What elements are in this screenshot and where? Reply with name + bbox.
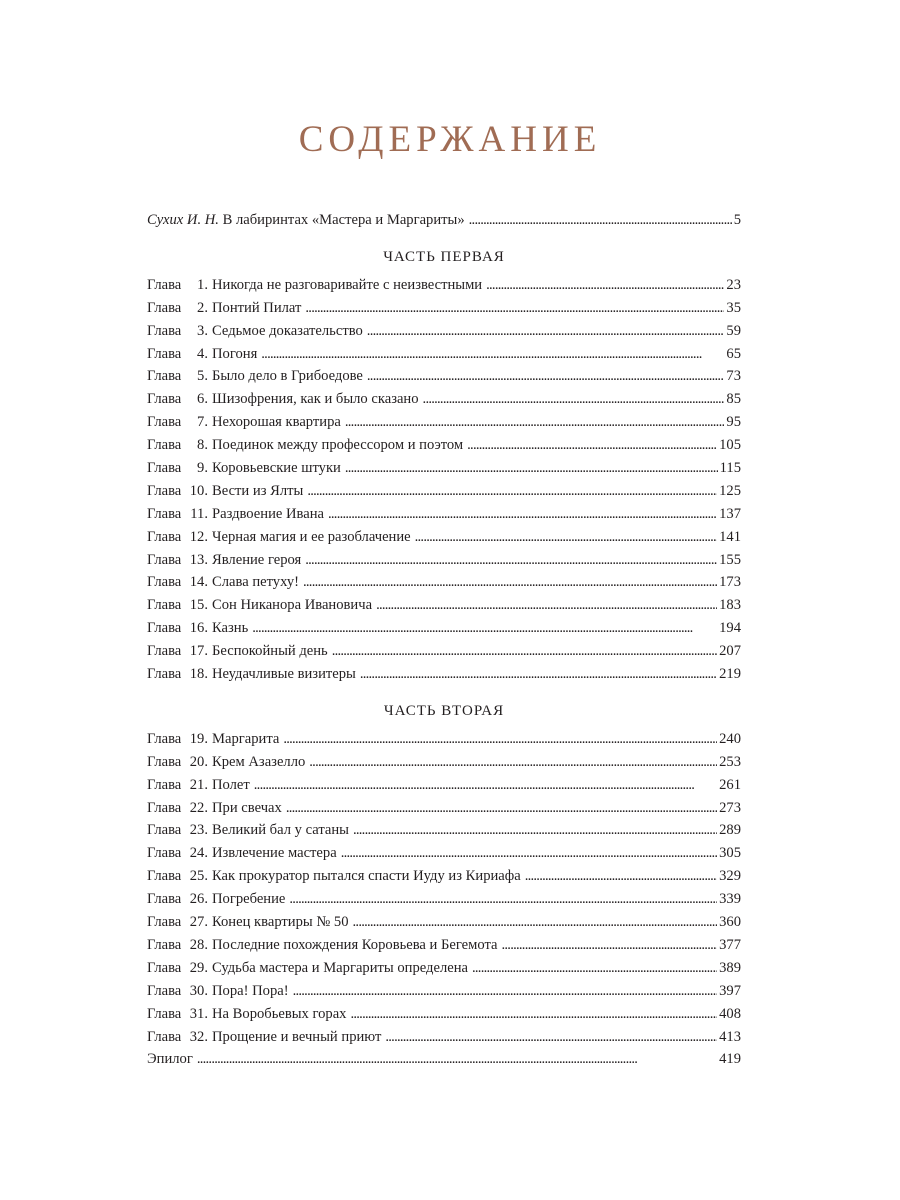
chapter-page: 261 bbox=[719, 776, 741, 793]
chapter-title: Седьмое доказательство bbox=[212, 322, 363, 339]
chapter-number: 4. bbox=[197, 345, 208, 362]
chapter-page: 125 bbox=[719, 482, 741, 499]
chapter-title: Понтий Пилат bbox=[212, 299, 302, 316]
toc-chapter-entry[interactable] bbox=[147, 819, 741, 842]
dot-leader bbox=[467, 434, 717, 457]
dot-leader bbox=[283, 728, 717, 751]
chapter-page: 183 bbox=[719, 597, 741, 614]
toc-chapter-entry[interactable] bbox=[147, 320, 741, 343]
chapter-title: Шизофрения, как и было сказано bbox=[212, 391, 419, 408]
dot-leader bbox=[472, 957, 717, 980]
chapter-title: Казнь bbox=[212, 620, 249, 637]
chapter-title: Беспокойный день bbox=[212, 643, 328, 660]
chapter-number: 23. bbox=[189, 822, 208, 839]
dot-leader bbox=[286, 797, 717, 820]
dot-leader bbox=[293, 980, 718, 1003]
toc-chapter-entry[interactable] bbox=[147, 728, 741, 751]
chapter-page: 73 bbox=[726, 368, 741, 385]
chapter-label: Глава bbox=[147, 505, 182, 522]
chapter-page: 141 bbox=[719, 528, 741, 545]
chapter-title: Как прокуратор пытался спасти Иуду из Кириафа bbox=[212, 868, 521, 885]
dot-leader bbox=[305, 549, 717, 572]
chapter-label: Глава bbox=[147, 799, 182, 816]
chapter-number: 24. bbox=[189, 845, 208, 862]
chapter-page: 360 bbox=[719, 914, 741, 931]
toc-chapter-entry[interactable] bbox=[147, 774, 741, 797]
chapter-label: Глава bbox=[147, 643, 182, 660]
chapter-label: Глава bbox=[147, 460, 182, 477]
chapter-label: Глава bbox=[147, 414, 182, 431]
part-one-heading: ЧАСТЬ ПЕРВАЯ bbox=[383, 248, 505, 265]
chapter-number: 20. bbox=[189, 753, 208, 770]
dot-leader bbox=[252, 617, 717, 640]
dot-leader bbox=[525, 865, 717, 888]
chapter-page: 389 bbox=[719, 959, 741, 976]
chapter-label: Глава bbox=[147, 936, 182, 953]
chapter-number: 5. bbox=[197, 368, 208, 385]
chapter-label: Глава bbox=[147, 914, 182, 931]
chapter-label: Глава bbox=[147, 345, 182, 362]
toc-chapter-entry[interactable] bbox=[147, 1026, 741, 1049]
dot-leader bbox=[197, 1048, 717, 1071]
chapter-number: 7. bbox=[197, 414, 208, 431]
chapter-label: Глава bbox=[147, 845, 182, 862]
dot-leader bbox=[307, 480, 717, 503]
part-two-chapter-list bbox=[147, 728, 741, 1048]
chapter-number: 22. bbox=[189, 799, 208, 816]
chapter-page: 155 bbox=[719, 551, 741, 568]
chapter-label: Глава bbox=[147, 753, 182, 770]
chapter-page: 240 bbox=[719, 730, 741, 747]
chapter-page: 408 bbox=[719, 1005, 741, 1022]
dot-leader bbox=[261, 343, 724, 366]
chapter-number: 8. bbox=[197, 437, 208, 454]
chapter-title: Коровьевские штуки bbox=[212, 460, 341, 477]
chapter-page: 115 bbox=[719, 460, 741, 477]
chapter-page: 329 bbox=[719, 868, 741, 885]
chapter-label: Глава bbox=[147, 574, 182, 591]
toc-chapter-entry[interactable] bbox=[147, 526, 741, 549]
dot-leader bbox=[309, 751, 717, 774]
chapter-title: Неудачливые визитеры bbox=[212, 666, 356, 683]
toc-chapter-entry[interactable] bbox=[147, 1003, 741, 1026]
dot-leader bbox=[345, 457, 718, 480]
chapter-title: Извлечение мастера bbox=[212, 845, 337, 862]
chapter-number: 32. bbox=[189, 1028, 208, 1045]
chapter-page: 105 bbox=[719, 437, 741, 454]
chapter-title: Раздвоение Ивана bbox=[212, 505, 325, 522]
chapter-number: 29. bbox=[189, 959, 208, 976]
toc-chapter-entry[interactable] bbox=[147, 640, 741, 663]
dot-leader bbox=[345, 411, 725, 434]
chapter-label: Глава bbox=[147, 891, 182, 908]
chapter-number: 18. bbox=[189, 666, 208, 683]
chapter-number: 11. bbox=[190, 505, 208, 522]
dot-leader bbox=[289, 888, 717, 911]
dot-leader bbox=[353, 819, 717, 842]
dot-leader bbox=[303, 571, 717, 594]
chapter-number: 14. bbox=[189, 574, 208, 591]
chapter-page: 194 bbox=[719, 620, 741, 637]
chapter-page: 273 bbox=[719, 799, 741, 816]
chapter-title: Пора! Пора! bbox=[212, 982, 289, 999]
chapter-number: 26. bbox=[189, 891, 208, 908]
chapter-number: 10. bbox=[189, 482, 208, 499]
intro-title: В лабиринтах «Мастера и Маргариты» bbox=[222, 212, 465, 228]
chapter-number: 17. bbox=[189, 643, 208, 660]
chapter-page: 137 bbox=[719, 505, 741, 522]
dot-leader bbox=[367, 365, 725, 388]
toc-entry-epilogue[interactable] bbox=[147, 1048, 741, 1071]
dot-leader bbox=[254, 774, 717, 797]
chapter-number: 25. bbox=[189, 868, 208, 885]
chapter-number: 28. bbox=[189, 936, 208, 953]
chapter-label: Глава bbox=[147, 322, 182, 339]
dot-leader bbox=[502, 934, 718, 957]
chapter-title: Сон Никанора Ивановича bbox=[212, 597, 373, 614]
chapter-page: 253 bbox=[719, 753, 741, 770]
chapter-title: При свечах bbox=[212, 799, 282, 816]
chapter-title: Крем Азазелло bbox=[212, 753, 306, 770]
toc-chapter-entry[interactable] bbox=[147, 503, 741, 526]
chapter-label: Глава bbox=[147, 299, 182, 316]
chapter-title: Последние похождения Коровьева и Бегемота bbox=[212, 936, 498, 953]
part-one-chapter-list bbox=[147, 274, 741, 686]
chapter-label: Глава bbox=[147, 482, 182, 499]
chapter-page: 305 bbox=[719, 845, 741, 862]
chapter-label: Глава bbox=[147, 620, 182, 637]
toc-chapter-entry[interactable] bbox=[147, 865, 741, 888]
chapter-page: 289 bbox=[719, 822, 741, 839]
chapter-page: 65 bbox=[726, 345, 741, 362]
chapter-page: 413 bbox=[719, 1028, 741, 1045]
dot-leader bbox=[341, 842, 717, 865]
table-of-contents bbox=[147, 209, 741, 1071]
chapter-label: Глава bbox=[147, 276, 182, 293]
toc-chapter-entry[interactable] bbox=[147, 571, 741, 594]
chapter-number: 1. bbox=[197, 276, 208, 293]
dot-leader bbox=[332, 640, 717, 663]
chapter-title: Поединок между профессором и поэтом bbox=[212, 437, 464, 454]
chapter-label: Глава bbox=[147, 551, 182, 568]
chapter-page: 173 bbox=[719, 574, 741, 591]
chapter-number: 3. bbox=[197, 322, 208, 339]
chapter-title: Маргарита bbox=[212, 730, 280, 747]
toc-chapter-entry[interactable] bbox=[147, 480, 741, 503]
toc-chapter-entry[interactable] bbox=[147, 663, 741, 686]
part-two-heading: ЧАСТЬ ВТОРАЯ bbox=[383, 702, 505, 719]
chapter-title: Погоня bbox=[212, 345, 258, 362]
intro-author: Сухих И. Н. bbox=[147, 212, 219, 228]
dot-leader bbox=[376, 594, 717, 617]
chapter-label: Глава bbox=[147, 959, 182, 976]
chapter-page: 339 bbox=[719, 891, 741, 908]
toc-chapter-entry[interactable] bbox=[147, 842, 741, 865]
chapter-page: 377 bbox=[719, 936, 741, 953]
chapter-number: 9. bbox=[197, 460, 208, 477]
chapter-number: 12. bbox=[189, 528, 208, 545]
chapter-title: Явление героя bbox=[212, 551, 302, 568]
chapter-title: Полет bbox=[212, 776, 250, 793]
dot-leader bbox=[385, 1026, 717, 1049]
dot-leader bbox=[350, 1003, 717, 1026]
chapter-page: 397 bbox=[719, 982, 741, 999]
chapter-title: Черная магия и ее разоблачение bbox=[212, 528, 411, 545]
toc-chapter-entry[interactable] bbox=[147, 343, 741, 366]
toc-chapter-entry[interactable] bbox=[147, 594, 741, 617]
chapter-page: 207 bbox=[719, 643, 741, 660]
chapter-page: 219 bbox=[719, 666, 741, 683]
chapter-number: 2. bbox=[197, 299, 208, 316]
chapter-label: Глава bbox=[147, 822, 182, 839]
dot-leader bbox=[367, 320, 725, 343]
chapter-title: Погребение bbox=[212, 891, 286, 908]
chapter-title: Судьба мастера и Маргариты определена bbox=[212, 959, 468, 976]
chapter-number: 6. bbox=[197, 391, 208, 408]
toc-chapter-entry[interactable] bbox=[147, 751, 741, 774]
chapter-label: Глава bbox=[147, 528, 182, 545]
chapter-label: Глава bbox=[147, 368, 182, 385]
chapter-label: Глава bbox=[147, 868, 182, 885]
toc-entry-title: Эпилог bbox=[147, 1051, 193, 1068]
chapter-title: Нехорошая квартира bbox=[212, 414, 341, 431]
toc-chapter-entry[interactable] bbox=[147, 457, 741, 480]
toc-chapter-entry[interactable] bbox=[147, 980, 741, 1003]
chapter-label: Глава bbox=[147, 391, 182, 408]
toc-chapter-entry[interactable] bbox=[147, 957, 741, 980]
dot-leader bbox=[305, 297, 724, 320]
toc-chapter-entry[interactable] bbox=[147, 797, 741, 820]
toc-chapter-entry[interactable] bbox=[147, 434, 741, 457]
dot-leader bbox=[469, 209, 732, 232]
chapter-number: 15. bbox=[189, 597, 208, 614]
chapter-title: Было дело в Грибоедове bbox=[212, 368, 363, 385]
chapter-label: Глава bbox=[147, 1005, 182, 1022]
chapter-label: Глава bbox=[147, 776, 182, 793]
chapter-label: Глава bbox=[147, 597, 182, 614]
chapter-title: Конец квартиры № 50 bbox=[212, 914, 349, 931]
chapter-label: Глава bbox=[147, 982, 182, 999]
toc-chapter-entry[interactable] bbox=[147, 297, 741, 320]
dot-leader bbox=[353, 911, 718, 934]
toc-chapter-entry[interactable] bbox=[147, 274, 741, 297]
chapter-page: 85 bbox=[726, 391, 741, 408]
toc-entry-intro[interactable] bbox=[147, 209, 741, 232]
toc-chapter-entry[interactable] bbox=[147, 617, 741, 640]
dot-leader bbox=[415, 526, 717, 549]
toc-chapter-entry[interactable] bbox=[147, 388, 741, 411]
toc-chapter-entry[interactable] bbox=[147, 934, 741, 957]
chapter-title: Вести из Ялты bbox=[212, 482, 304, 499]
dot-leader bbox=[486, 274, 724, 297]
toc-chapter-entry[interactable] bbox=[147, 411, 741, 434]
chapter-number: 13. bbox=[189, 551, 208, 568]
chapter-number: 19. bbox=[189, 730, 208, 747]
chapter-number: 31. bbox=[189, 1005, 208, 1022]
toc-chapter-entry[interactable] bbox=[147, 549, 741, 572]
page-title: СОДЕРЖАНИЕ bbox=[298, 119, 602, 160]
chapter-label: Глава bbox=[147, 437, 182, 454]
toc-chapter-entry[interactable] bbox=[147, 911, 741, 934]
chapter-label: Глава bbox=[147, 666, 182, 683]
chapter-label: Глава bbox=[147, 1028, 182, 1045]
chapter-page: 35 bbox=[726, 299, 741, 316]
chapter-page: 59 bbox=[726, 322, 741, 339]
toc-entry-page: 5 bbox=[733, 212, 741, 228]
chapter-number: 30. bbox=[189, 982, 208, 999]
dot-leader bbox=[423, 388, 725, 411]
toc-entry-title bbox=[147, 209, 465, 232]
dot-leader bbox=[328, 503, 717, 526]
chapter-page: 23 bbox=[726, 276, 741, 293]
toc-chapter-entry[interactable] bbox=[147, 365, 741, 388]
chapter-title: Слава петуху! bbox=[212, 574, 299, 591]
dot-leader bbox=[360, 663, 717, 686]
chapter-number: 16. bbox=[189, 620, 208, 637]
toc-entry-page: 419 bbox=[719, 1051, 741, 1068]
chapter-label: Глава bbox=[147, 730, 182, 747]
chapter-title: Великий бал у сатаны bbox=[212, 822, 349, 839]
chapter-title: На Воробьевых горах bbox=[212, 1005, 347, 1022]
chapter-page: 95 bbox=[726, 414, 741, 431]
chapter-title: Прощение и вечный приют bbox=[212, 1028, 382, 1045]
toc-chapter-entry[interactable] bbox=[147, 888, 741, 911]
chapter-title: Никогда не разговаривайте с неизвестными bbox=[212, 276, 483, 293]
chapter-number: 27. bbox=[189, 914, 208, 931]
chapter-number: 21. bbox=[189, 776, 208, 793]
